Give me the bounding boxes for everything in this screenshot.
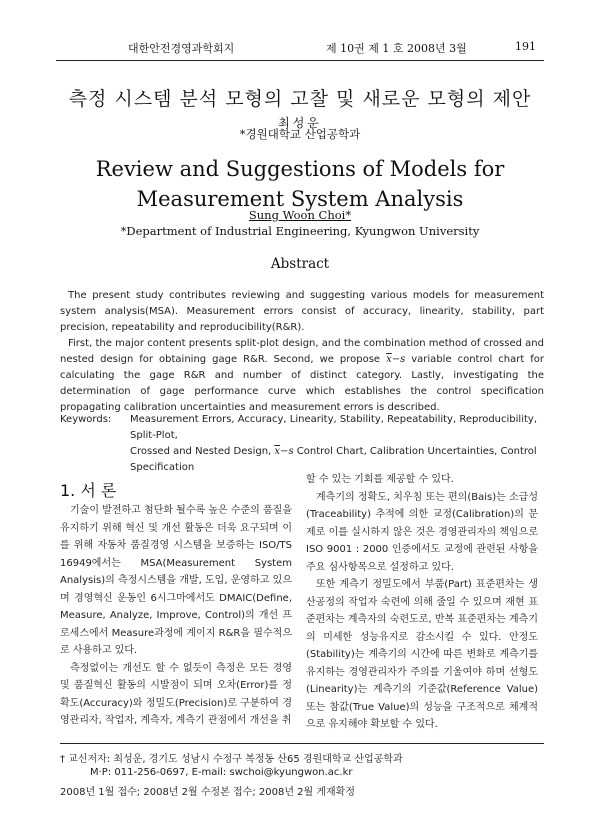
keywords-block [60, 412, 544, 476]
section-heading-introduction: 1. 서 론 [60, 481, 117, 500]
english-author: Sung Woon Choi* [248, 208, 352, 222]
issue-info: 제 10권 제 1 호 2008년 3월 [326, 42, 467, 55]
right-column [306, 471, 538, 734]
english-title-line1: Review and Suggestions of Models for [95, 157, 505, 181]
intro-paragraph-2: 측정없이는 개선도 할 수 없듯이 측정은 모든 경영 및 품질혁신 활동의 시발점이 되며 오차(Error)를 정확도(Accuracy)와 정밀도(Precision)로 구분하여 경영관리자, 작업자, 계측자, 계측기 관점에서 개선을 취 [60, 662, 292, 726]
abstract-p2-part2: variable control chart for calculating the gage R&R and number of distinct category. Lastly, investigating the determination of gage performance curve which establishes the control specification propagating calibration uncertainties and measurement errors is described. [60, 354, 544, 413]
abstract-p2-part1: First, the major content presents split-plot design, and the combination method of crossed and nested design for obtaining gage R&R. Second, we propose [60, 338, 544, 365]
footnote-rule [60, 743, 544, 744]
keywords-label: Keywords: [60, 414, 112, 425]
minus-s-symbol: −s [391, 354, 406, 365]
minus-s-symbol: −s [280, 446, 294, 457]
english-title [56, 154, 544, 214]
abstract-paragraph-2 [60, 336, 544, 416]
left-column [60, 502, 292, 730]
page-number: 191 [515, 40, 536, 53]
keywords-line1: Measurement Errors, Accuracy, Linearity, Stability, Repeatability, Reproducibility, Split-Plot, [130, 414, 537, 441]
header-rule [56, 60, 544, 61]
x-bar-symbol: $\overline{x}$ [386, 354, 392, 365]
english-affiliation: *Department of Industrial Engineering, Kyungwon University [120, 224, 480, 238]
korean-title: 측정 시스템 분석 모형의 고찰 및 새로운 모형의 제안 [68, 88, 532, 110]
x-bar-symbol: $\overline{x}$ [274, 446, 281, 457]
korean-affiliation: *경원대학교 산업공학과 [239, 127, 361, 141]
journal-name: 대한안전경영과학회지 [128, 42, 235, 55]
footnote-contact: M·P: 011-256-0697, E-mail: swchoi@kyungwon.ac.kr [90, 767, 353, 778]
intro-paragraph-1: 기술이 발전하고 첨단화 될수록 높은 수준의 품질을 유지하기 위해 혁신 및 개선 활동은 더욱 요구되며 이를 위해 자동차 품질경영 시스템을 보증하는 ISO/TS 16949에서는 MSA(Measurement System Analysis)의 측정시스템을 개발, 도입, 운영하고 있으며 경영혁신 운동인 6시그마에서도 DMAIC(Define, Measure, Analyze, Improve, Control)의 개선 프로세스에서 Measure과정에 계이지 R&R을 필수적으로 사용하고 있다. [60, 505, 292, 656]
english-title-line2: Measurement System Analysis [136, 187, 464, 211]
abstract-heading: Abstract [270, 256, 330, 272]
footnote-dates: 2008년 1월 접수; 2008년 2월 수정본 접수; 2008년 2월 게재확정 [60, 787, 356, 798]
intro-paragraph-3: 계측기의 정확도, 치우침 또는 편의(Bais)는 소급성(Traceability) 추적에 의한 교정(Calibration)의 문제로 이를 실시하지 않은 것은 경영관리자의 책임으로 ISO 9001 : 2000 인증에서도 교정에 관련된 사항을 주요 심사항목으로 설정하고 있다. [306, 491, 538, 573]
keywords-line2-part2: Control Chart, Calibration Uncertainties, Control Specification [130, 446, 537, 473]
keywords-line2-part1: Crossed and Nested Design, [130, 446, 272, 457]
abstract-paragraph-1: The present study contributes reviewing and suggesting various models for measurement system analysis(MSA). Measurement errors consist of accuracy, linearity, stability, part precision, repeatability and reproducibility(R&R). [60, 290, 544, 333]
korean-author: 최성운 [278, 116, 322, 130]
footnote-corresponding-author: † 교신저자: 최성운, 경기도 성남시 수정구 복정동 산65 경원대학교 산업공학과 [60, 754, 403, 765]
abstract-body [60, 288, 544, 416]
intro-paragraph-4: 또한 계측기 정밀도에서 부품(Part) 표준편차는 생산공정의 작업자 숙련에 의해 줄일 수 있으며 재현 표준편차는 계측자의 숙련도로, 반복 표준편차는 계측기의 미세한 성능유지로 감소시킬 수 있다. 안정도(Stability)는 계측기의 시간에 따른 변화로 계측기를 유지하는 경영관리자가 주의를 기울여야 하며 선형도(Linearity)는 계측기의 기준값(Reference Value) 또는 참값(True Value)의 성능을 구조적으로 체계적으로 유지해야 확보할 수 있다. [306, 579, 538, 730]
intro-paragraph-2-cont: 할 수 있는 기회를 제공할 수 있다. [306, 474, 454, 485]
